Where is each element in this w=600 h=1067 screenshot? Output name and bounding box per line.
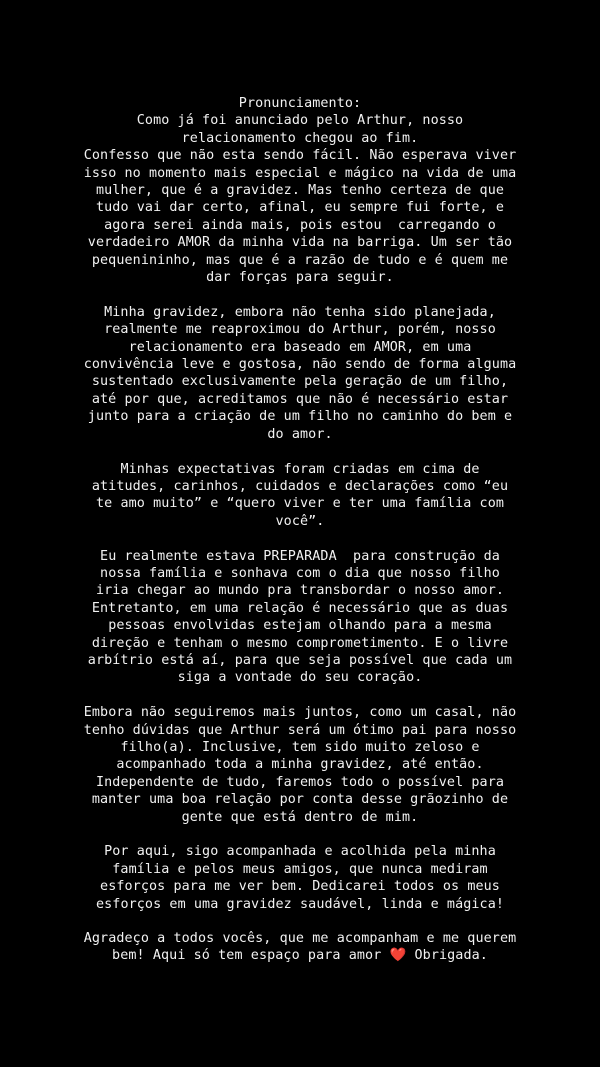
paragraph-line: tudo vai dar certo, afinal, eu sempre fui forte, e (95, 200, 505, 216)
paragraph-line: atitudes, carinhos, cuidados e declarações como “eu (91, 478, 509, 494)
paragraph-line: relacionamento era baseado em AMOR, em uma (128, 339, 472, 355)
paragraph-line: Confesso que não esta sendo fácil. Não esperava viver (83, 148, 517, 164)
paragraph-line: manter uma boa relação por conta desse grãozinho de (91, 792, 509, 808)
paragraph-line: nossa família e sonhava com o dia que nosso filho (100, 565, 500, 581)
paragraph-line: Como já foi anunciado pelo Arthur, nosso (136, 113, 464, 129)
paragraph-line: família e pelos meus amigos, que nunca mediram (112, 861, 488, 877)
paragraph-line: Minha gravidez, embora não tenha sido planejada, (104, 304, 496, 320)
paragraph-line: realmente me reaproximou do Arthur, porém, nosso (104, 322, 496, 338)
paragraph-line: verdadeiro AMOR da minha vida na barriga. Um ser tão (87, 235, 513, 251)
paragraph-gap (0, 687, 600, 704)
paragraph-line: acompanhado toda a minha gravidez, até então. (116, 757, 484, 773)
paragraph-line: até por que, acreditamos que não é necessário estar (91, 391, 509, 407)
paragraph-line: arbítrio está aí, para que seja possível que cada um (87, 652, 513, 668)
closing-line-2 (0, 947, 600, 964)
paragraph-line: convivência leve e gostosa, não sendo de forma alguma (83, 357, 517, 373)
paragraph-gap (0, 826, 600, 843)
paragraph-line: esforços para me ver bem. Dedicarei todos os meus (100, 879, 500, 895)
paragraph-gap (0, 443, 600, 460)
paragraph-line: Pronunciamento: (238, 96, 362, 111)
paragraph-line: esforços em uma gravidez saudável, linda e mágica! (95, 896, 505, 912)
paragraph-line: pessoas envolvidas estejam olhando para a mesma (108, 618, 492, 634)
story-text (0, 95, 600, 930)
paragraph-line: gente que está dentro de mim. (181, 809, 419, 825)
paragraph-line: iria chegar ao mundo pra transbordar o nosso amor. (95, 583, 505, 599)
closing-text-before-heart: bem! Aqui só tem espaço para amor (112, 948, 390, 964)
closing-text (0, 930, 600, 965)
paragraph-line: isso no momento mais especial e mágico na vida de uma (83, 165, 517, 181)
paragraph-line: pequenininho, mas que é a razão de tudo e é quem me (91, 252, 509, 268)
closing-line-1: Agradeço a todos vocês, que me acompanham e me querem (83, 931, 517, 946)
paragraph-line: agora serei ainda mais, pois estou carregando o (104, 217, 496, 233)
paragraph-line: Embora não seguiremos mais juntos, como um casal, não (83, 705, 517, 721)
paragraph-gap (0, 913, 600, 930)
paragraph-line: Minhas expectativas foram criadas em cima de (120, 461, 480, 477)
paragraph-gap (0, 286, 600, 303)
paragraph-line: tenho dúvidas que Arthur será um ótimo pai para nosso (83, 722, 517, 738)
heart-icon: ❤️ (389, 948, 407, 964)
paragraph-gap (0, 530, 600, 547)
paragraph-line: junto para a criação de um filho no caminho do bem e (87, 409, 513, 425)
paragraph-line: te amo muito” e “quero viver e ter uma família com (95, 496, 505, 512)
paragraph-line: siga a vontade do seu coração. (177, 670, 423, 686)
paragraph-line: do amor. (267, 426, 333, 442)
paragraph-line: Entretanto, em uma relação é necessário que as duas (91, 600, 509, 616)
paragraph-line: relacionamento chegou ao fim. (181, 130, 419, 146)
paragraph-line: Independente de tudo, faremos todo o possível para (95, 774, 505, 790)
paragraph-line: filho(a). Inclusive, tem sido muito zeloso e (120, 739, 480, 755)
closing-text-after-heart: Obrigada. (406, 948, 488, 964)
paragraph-line: sustentado exclusivamente pela geração de um filho, (91, 374, 509, 390)
paragraph-line: direção e tenham o mesmo comprometimento. E o livre (91, 635, 509, 651)
paragraph-line: Eu realmente estava PREPARADA para construção da (100, 548, 500, 564)
paragraph-line: Por aqui, sigo acompanhada e acolhida pela minha (104, 844, 496, 860)
paragraph-line: você”. (275, 513, 325, 529)
paragraph-line: dar forças para seguir. (206, 270, 394, 286)
paragraph-line: mulher, que é a gravidez. Mas tenho certeza de que (95, 183, 505, 199)
